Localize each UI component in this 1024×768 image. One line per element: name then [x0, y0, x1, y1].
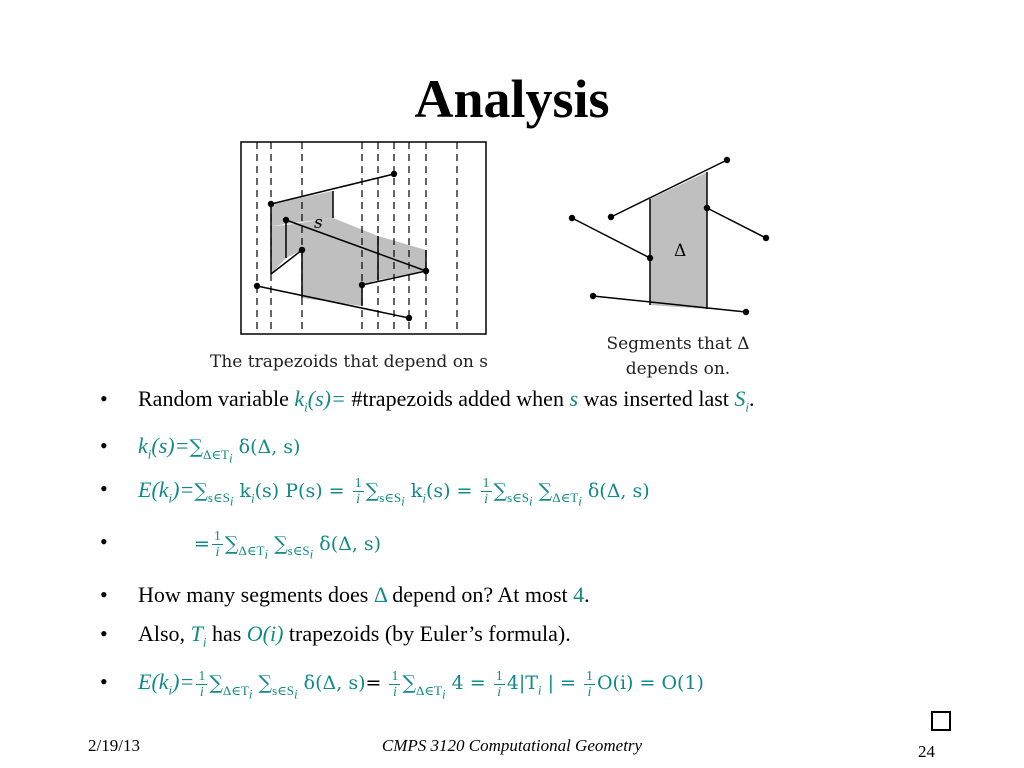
footer-date: 2/19/13 — [88, 736, 140, 755]
delta-expr: δ(Δ, s) — [232, 436, 301, 459]
end-of-proof-box — [931, 711, 951, 731]
sum-index: Δ∈T — [552, 490, 579, 506]
fraction — [584, 669, 595, 700]
shaded-trapezoid — [378, 236, 426, 280]
sum-index: Δ∈T — [416, 682, 442, 698]
bullet-ki-sum — [100, 433, 1000, 466]
denominator: i — [215, 545, 220, 561]
figure-segments-delta-depends-on — [569, 157, 769, 315]
math-expr — [138, 529, 382, 562]
fraction — [212, 529, 223, 560]
sum-symbol: ∑ — [365, 479, 380, 502]
denominator: i — [393, 684, 397, 700]
numerator: 1 — [482, 476, 490, 492]
sub-i: i — [228, 450, 233, 466]
sum-index: s∈S — [287, 543, 310, 559]
segment-s-label: s — [314, 213, 323, 233]
figure-trapezoids-depend-on-s — [241, 142, 486, 334]
math-text: = — [194, 532, 210, 555]
fraction — [389, 669, 400, 700]
fraction — [481, 476, 492, 507]
text: #trapezoids added when — [345, 386, 570, 411]
bullet-expectation — [100, 476, 1000, 516]
sub-i: i — [147, 446, 152, 462]
sum-symbol: ∑ — [189, 436, 204, 459]
var-k: k — [294, 386, 305, 411]
sum-index: s∈S — [379, 490, 402, 506]
numerator: 1 — [213, 529, 221, 545]
sub-i: i — [168, 490, 173, 506]
text: trapezoids (by Euler’s formula). — [283, 621, 571, 647]
sum-symbol: ∑ — [194, 479, 208, 502]
sub-i: i — [309, 546, 314, 562]
denominator: i — [587, 684, 592, 700]
text: has — [206, 621, 247, 647]
math-text: | = — [541, 672, 582, 695]
text: Random variable — [138, 386, 295, 411]
delta-symbol: Δ — [373, 582, 387, 608]
sum-symbol: ∑ — [493, 479, 508, 502]
sub-i: i — [229, 493, 234, 509]
sum-symbol: ∑ — [209, 672, 223, 695]
text: . — [584, 582, 590, 608]
math-text: E(k — [138, 669, 169, 695]
math-text: O(i) = O(1) — [596, 672, 704, 695]
figure2-caption — [602, 332, 754, 382]
fraction — [196, 669, 207, 700]
math-text: 4 = — [445, 672, 492, 695]
shaded-trapezoid — [286, 218, 378, 306]
delta-expr: δ(Δ, s) — [297, 672, 366, 695]
sub-i: i — [578, 493, 582, 509]
sub-i: i — [529, 493, 533, 509]
page-number: 24 — [918, 742, 935, 761]
sub-i: i — [251, 490, 255, 506]
var-T: T — [190, 621, 203, 647]
math-text: 4|T — [506, 672, 538, 695]
sum-index: s∈S — [272, 682, 294, 698]
math-text: = — [365, 672, 388, 695]
figure1-caption: The trapezoids that depend on s — [210, 352, 489, 372]
math-text: E(k — [138, 476, 169, 502]
shaded-trapezoid — [271, 225, 286, 274]
bullet-final-bound — [100, 669, 1000, 709]
var-s: (s)= — [307, 386, 346, 411]
math-text: k — [233, 479, 252, 502]
math-expr — [138, 433, 301, 466]
sub-i: i — [264, 546, 269, 562]
var-i: (i) — [262, 621, 284, 647]
value-four: 4 — [573, 582, 585, 608]
sum-index: s∈S — [507, 490, 530, 506]
denominator: i — [497, 684, 502, 700]
var-S: S — [734, 386, 746, 411]
slide-title: Analysis — [414, 69, 610, 129]
footer-course: CMPS 3120 Computational Geometry — [381, 736, 643, 755]
numerator: 1 — [198, 668, 206, 684]
sum-index: Δ∈T — [203, 446, 229, 462]
sum-index: s∈S — [207, 490, 230, 506]
math-text: k — [404, 479, 423, 502]
figure2-caption-line1: Segments that Δ — [606, 334, 750, 354]
bullet-how-many-segments — [100, 582, 1000, 608]
math-text: )= — [172, 669, 195, 695]
sum-index: Δ∈T — [222, 682, 249, 698]
fraction — [494, 669, 505, 700]
delta-expr: δ(Δ, s) — [313, 532, 382, 555]
fraction — [353, 476, 364, 507]
math-text: (s) P(s) = — [254, 479, 351, 502]
sub-i: i — [745, 399, 750, 415]
bullet-list — [100, 386, 1000, 722]
math-text: )= — [172, 476, 195, 502]
sub-i: i — [202, 634, 207, 650]
text: . — [749, 386, 755, 411]
sum-symbol: ∑ — [532, 479, 553, 502]
sum-symbol: ∑ — [402, 672, 417, 695]
numerator: 1 — [391, 668, 399, 684]
delta-expr: δ(Δ, s) — [581, 479, 650, 502]
bullet-swap-sums — [100, 529, 1000, 569]
text: depend on? At most — [386, 582, 574, 608]
sub-i: i — [294, 686, 298, 702]
var-s: (s)= — [151, 433, 190, 459]
text: Also, — [138, 621, 191, 647]
bullet-random-variable — [100, 386, 1000, 420]
bullet-euler — [100, 621, 1000, 655]
sub-i: i — [168, 682, 173, 698]
sub-i: i — [537, 682, 542, 698]
sum-symbol: ∑ — [268, 532, 288, 555]
numerator: 1 — [495, 668, 503, 684]
sub-i: i — [304, 399, 308, 415]
denominator: i — [199, 684, 204, 700]
math-k — [294, 386, 346, 415]
sum-symbol: ∑ — [224, 532, 239, 555]
sum-symbol: ∑ — [252, 672, 273, 695]
figure2-caption-line2: depends on. — [625, 359, 731, 379]
sub-i: i — [422, 490, 426, 506]
text: was inserted last — [578, 386, 735, 411]
math-expr — [138, 476, 650, 509]
text: How many segments does — [138, 582, 374, 608]
math-text: (s) = — [425, 479, 479, 502]
numerator: 1 — [354, 476, 362, 492]
numerator: 1 — [585, 668, 593, 684]
denominator: i — [484, 492, 488, 508]
sub-i: i — [248, 686, 253, 702]
var-O: O — [246, 621, 263, 647]
denominator: i — [356, 492, 361, 508]
var-s: s — [569, 386, 579, 411]
delta-label: Δ — [674, 241, 687, 261]
sum-index: Δ∈T — [238, 543, 265, 559]
sub-i: i — [401, 493, 405, 509]
sub-i: i — [441, 686, 446, 702]
math-expr — [138, 668, 704, 702]
var-k: k — [138, 433, 148, 459]
